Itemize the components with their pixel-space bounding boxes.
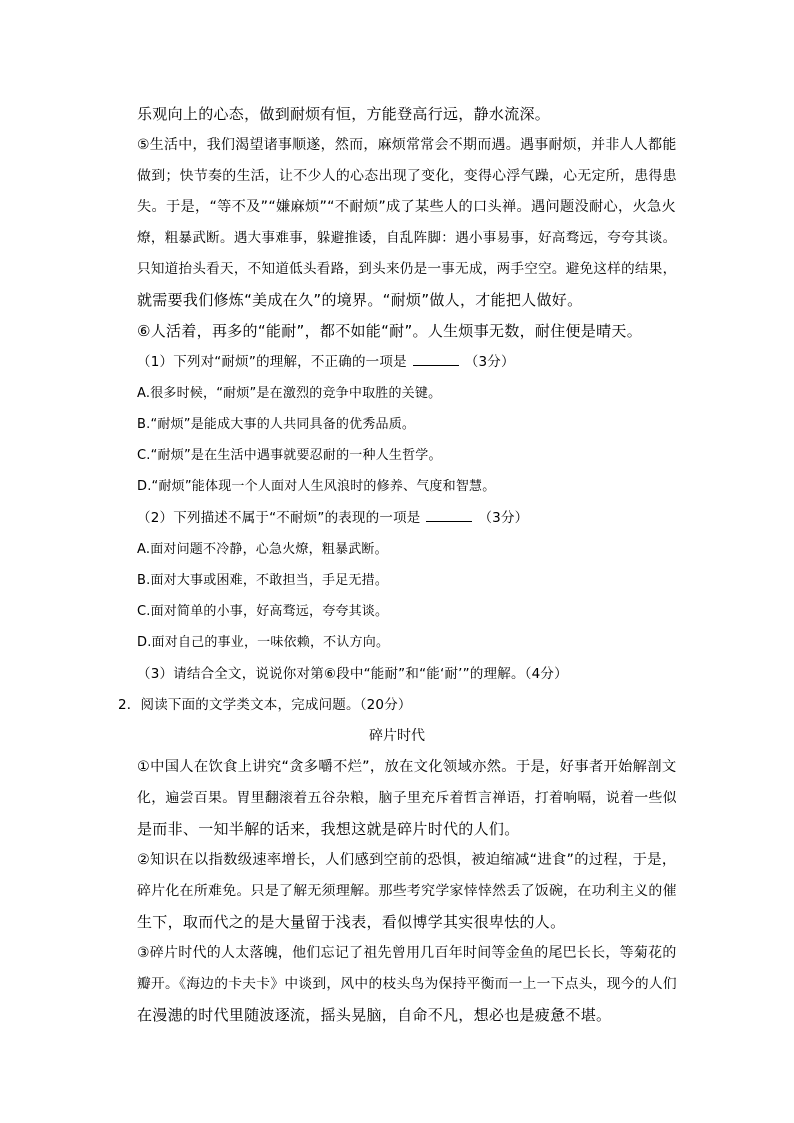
passage1-line-5: 燎，粗暴武断。遇大事难事，躲避推诿，自乱阵脚：遇小事易事，好高骛远，夸夸其谈。 xyxy=(137,230,677,246)
q1-stem-line xyxy=(137,352,515,372)
q1-score: （3分） xyxy=(464,354,515,370)
passage2-line-2: 化，遍尝百果。胃里翻滚着五谷杂粮，脑子里充斥着哲言禅语，打着响嗝，说着一些似 xyxy=(137,790,677,806)
q1-option-c: C.“耐烦”是在生活中遇事就要忍耐的一种人生哲学。 xyxy=(137,448,442,463)
passage1-line-4: 失。于是，“等不及”“嫌麻烦”“不耐烦”成了某些人的口头禅。遇问题没耐心，火急火 xyxy=(137,199,677,215)
passage1-line-7: 就需要我们修炼“美成在久”的境界。“耐烦”做人，才能把人做好。 xyxy=(137,291,583,309)
passage2-line-7: ③碎片时代的人太落魄，他们忘记了祖先曾用几百年时间等金鱼的尾巴长长，等菊花的 xyxy=(137,945,677,961)
q2-stem-line xyxy=(137,508,528,528)
q2-answer-blank[interactable] xyxy=(426,509,472,522)
passage1-line-8: ⑥人活着，再多的“能耐”，都不如能“耐”。人生烦事无数，耐住便是晴天。 xyxy=(137,322,643,340)
section2-heading: 2．阅读下面的文学类文本，完成问题。（20分） xyxy=(118,697,412,713)
q2-option-b: B.面对大事或困难，不敢担当，手足无措。 xyxy=(137,573,389,588)
q1-answer-blank[interactable] xyxy=(413,353,459,366)
passage2-line-9: 在漫漶的时代里随波逐流，摇头晃脑，自命不凡，想必也是疲惫不堪。 xyxy=(137,1006,612,1024)
passage1-line-2: ⑤生活中，我们渴望诸事顺遂，然而，麻烦常常会不期而遇。遇事耐烦，并非人人都能 xyxy=(137,137,677,153)
passage1-line-1: 乐观向上的心态，做到耐烦有恒，方能登高行远，静水流深。 xyxy=(137,105,551,123)
passage2-line-4: ②知识在以指数级速率增长，人们感到空前的恐惧，被迫缩减“进食”的过程，于是， xyxy=(137,852,677,868)
passage1-line-6: 只知道抬头看天，不知道低头看路，到头来仍是一事无成，两手空空。避免这样的结果， xyxy=(137,261,677,277)
q2-option-a: A.面对问题不冷静，心急火燎，粗暴武断。 xyxy=(137,542,388,557)
passage2-line-8: 瓣开。《海边的卡夫卡》中谈到，风中的枝头鸟为保持平衡而一上一下点头，现今的人们 xyxy=(137,976,677,992)
passage2-line-6: 生下，取而代之的是大量留于浅表，看似博学其实很卑怯的人。 xyxy=(137,913,566,931)
passage2-line-1: ①中国人在饮食上讲究“贪多嚼不烂”，放在文化领域亦然。于是，好事者开始解剖文 xyxy=(137,759,677,775)
q1-option-b: B.“耐烦”是能成大事的人共同具备的优秀品质。 xyxy=(137,417,416,432)
q1-stem: （1）下列对“耐烦”的理解，不正确的一项是 xyxy=(137,354,407,370)
q2-option-c: C.面对简单的小事，好高骛远，夸夸其谈。 xyxy=(137,604,389,619)
q2-option-d: D.面对自己的事业，一味依赖，不认方向。 xyxy=(137,635,390,650)
passage2-line-5: 碎片化在所难免。只是了解无须理解。那些考究学家悻悻然丢了饭碗，在功利主义的催 xyxy=(137,883,677,899)
q1-option-a: A.很多时候，“耐烦”是在激烈的竞争中取胜的关键。 xyxy=(137,386,442,401)
q2-score: （3分） xyxy=(478,510,529,526)
q1-option-d: D.“耐烦”能体现一个人面对人生风浪时的修养、气度和智慧。 xyxy=(137,479,496,494)
q3-text: （3）请结合全文，说说你对第⑥段中“能耐”和“能‘耐’”的理解。（4分） xyxy=(137,666,568,682)
passage2-line-3: 是而非、一知半解的话来，我想这就是碎片时代的人们。 xyxy=(137,820,520,838)
article-title: 碎片时代 xyxy=(369,728,425,744)
passage1-line-3: 做到；快节奏的生活，让不少人的心态出现了变化，变得心浮气躁，心无定所，患得患 xyxy=(137,168,677,184)
q2-stem: （2）下列描述不属于“不耐烦”的表现的一项是 xyxy=(137,510,421,526)
